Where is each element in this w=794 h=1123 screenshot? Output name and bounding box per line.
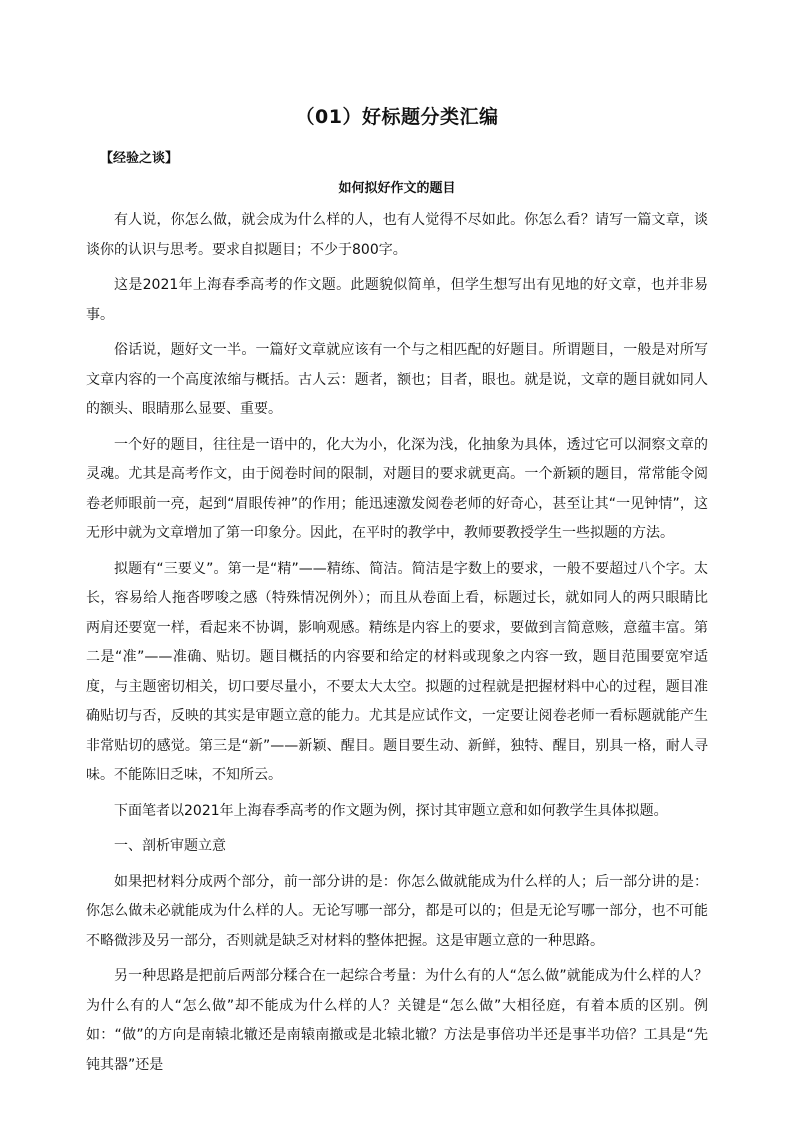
document-title: （01）好标题分类汇编 [295,106,499,128]
paragraph: 俗话说，题好文一半。一篇好文章就应该有一个与之相匹配的好题目。所谓题目，一般是对所写文章内容的一个高度浓缩与概括。古人云：题者，额也；目者，眼也。就是说，文章的题目就如同人的额头、眼睛那么显要、重要。 [86,342,708,417]
section-tag: 【经验之谈】 [100,151,179,166]
paragraph: 一个好的题目，往往是一语中的，化大为小，化深为浅，化抽象为具体，透过它可以洞察文章的灵魂。尤其是高考作文，由于阅卷时间的限制，对题目的要求就更高。一个新颖的题目，常常能令阅卷老师眼前一亮，起到“眉眼传神”的作用；能迅速激发阅卷老师的好奇心，甚至让其“一见钟情”，这无形中就为文章增加了第一印象分。因此，在平时的教学中，教师要教授学生一些拟题的方法。 [86,436,708,541]
article-subtitle: 如何拟好作文的题目 [338,181,456,196]
paragraph: 有人说，你怎么做，就会成为什么样的人，也有人觉得不尽如此。你怎么看？请写一篇文章，谈谈你的认识与思考。要求自拟题目；不少于800字。 [86,212,708,258]
article-body [86,206,708,1086]
paragraph: 下面笔者以2021年上海春季高考的作文题为例，探讨其审题立意和如何教学生具体拟题。 [114,802,668,819]
paragraph: 如果把材料分成两个部分，前一部分讲的是：你怎么做就能成为什么样的人；后一部分讲的是：你怎么做未必就能成为什么样的人。无论写哪一部分，都是可以的；但是无论写哪一部分，也不可能不略微涉及另一部分，否则就是缺乏对材料的整体把握。这是审题立意的一种思路。 [86,873,708,949]
section-heading: 一、剖析审题立意 [114,838,226,854]
paragraph: 拟题有“三要义”。第一是“精”——精练、简洁。简洁是字数上的要求，一般不要超过八个字。太长，容易给人拖沓啰唆之感（特殊情况例外）；而且从卷面上看，标题过长，就如同人的两只眼睛比两肩还要宽一样，看起来不协调，影响观感。精练是内容上的要求，要做到言简意赅，意蕴丰富。第二是“准”——准确、贴切。题目概括的内容要和给定的材料或现象之内容一致，题目范围要宽窄适度，与主题密切相关，切口要尽量小，不要太大太空。拟题的过程就是把握材料中心的过程，题目准确贴切与否，反映的其实是审题立意的能力。尤其是应试作文，一定要让阅卷老师一看标题就能产生非常贴切的感觉。第三是“新”——新颖、醒目。题目要生动、新鲜，独特、醒目，别具一格，耐人寻味。不能陈旧乏味，不知所云。 [86,560,708,783]
paragraph: 这是2021年上海春季高考的作文题。此题貌似简单，但学生想写出有见地的好文章，也并非易事。 [86,277,708,323]
paragraph: 另一种思路是把前后两部分糅合在一起综合考量：为什么有的人“怎么做”就能成为什么样的人？为什么有的人“怎么做”却不能成为什么样的人？关键是“怎么做”大相径庭，有着本质的区别。例如：“做”的方向是南辕北辙还是南辕南撤或是北辕北辙？方法是事倍功半还是事半功倍？工具是“先钝其器”还是 [86,968,708,1073]
